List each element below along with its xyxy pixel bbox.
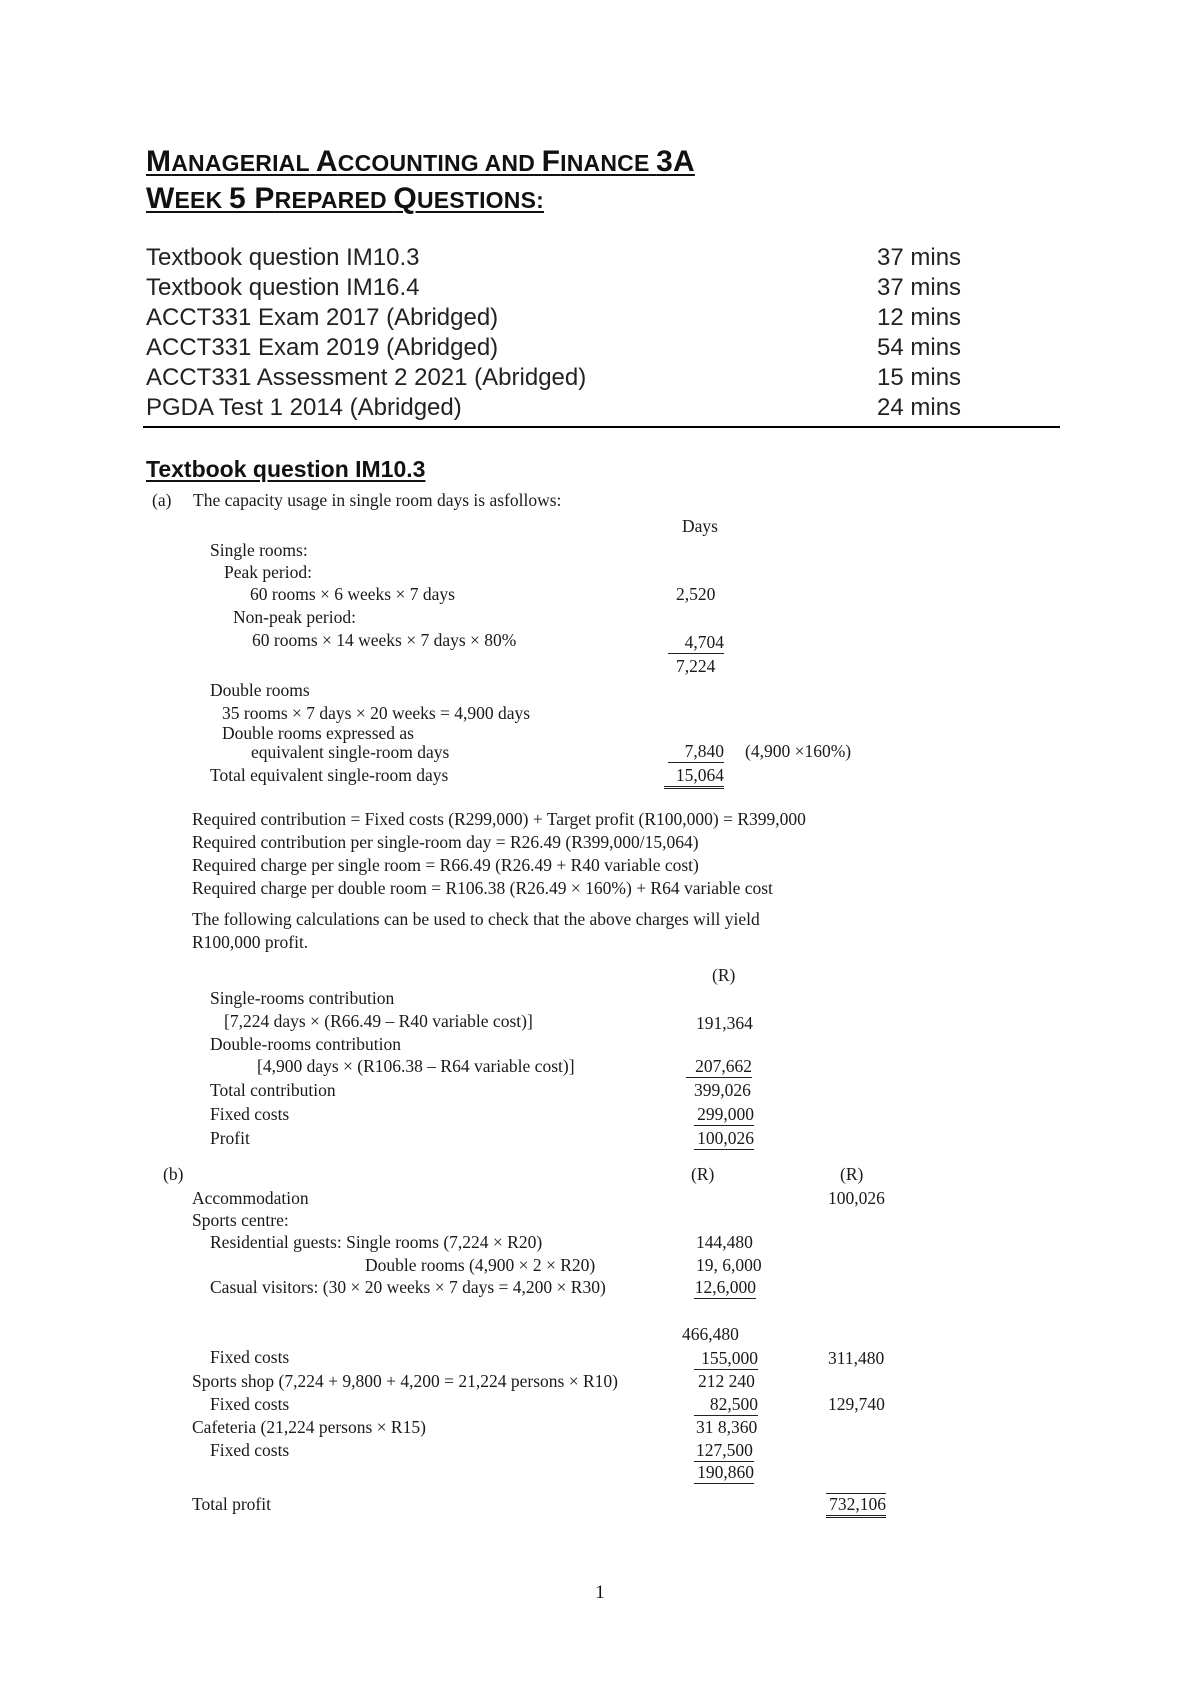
double-contribution-label: Double-rooms contribution xyxy=(210,1034,402,1054)
r-column-header-1: (R) xyxy=(691,1164,715,1184)
schedule-time: 37 mins xyxy=(877,244,962,271)
double-equivalent-label: equivalent single-room days xyxy=(251,742,450,762)
fixed-costs-value: 299,000 xyxy=(694,1104,754,1126)
single-total: 7,224 xyxy=(676,656,716,676)
shop-net-value: 129,740 xyxy=(828,1394,885,1414)
double-value: 7,840 xyxy=(668,741,724,763)
nonpeak-period-label: Non-peak period: xyxy=(233,607,356,627)
double-rooms-sports-value: 19, 6,000 xyxy=(696,1255,762,1275)
part-b-label: (b) xyxy=(163,1164,184,1184)
part-a-label: (a) xyxy=(152,490,172,510)
schedule-time: 12 mins xyxy=(877,304,962,331)
schedule-item: ACCT331 Assessment 2 2021 (Abridged) xyxy=(146,364,587,391)
single-rooms-label: Single rooms: xyxy=(210,540,308,560)
peak-value: 2,520 xyxy=(676,584,716,604)
peak-calc: 60 rooms × 6 weeks × 7 days xyxy=(250,584,455,604)
residential-guests-label: Residential guests: Single rooms (7,224 × R20) xyxy=(210,1232,543,1252)
page-number: 1 xyxy=(595,1582,605,1603)
sports-subtotal: 466,480 xyxy=(682,1324,739,1344)
check-text-line2: R100,000 profit. xyxy=(192,932,309,952)
cafeteria-value: 31 8,360 xyxy=(696,1417,758,1437)
sports-net-value: 311,480 xyxy=(828,1348,885,1368)
document-title-line2: WEEK 5 PREPARED QUESTIONS: xyxy=(146,182,544,215)
double-rooms-sports-label: Double rooms (4,900 × 2 × R20) xyxy=(365,1255,596,1275)
total-contribution-label: Total contribution xyxy=(210,1080,336,1100)
required-charge-single: Required charge per single room = R66.49 (R26.49 + R40 variable cost) xyxy=(192,855,699,875)
total-equivalent-value: 15,064 xyxy=(664,765,724,789)
r-column-header: (R) xyxy=(712,965,736,985)
double-contribution-value: 207,662 xyxy=(686,1056,752,1078)
required-contribution-per-day: Required contribution per single-room day = R26.49 (R399,000/15,064) xyxy=(192,832,699,852)
fixed-costs-label: Fixed costs xyxy=(210,1104,290,1124)
r-column-header-2: (R) xyxy=(840,1164,864,1184)
schedule-time: 37 mins xyxy=(877,274,962,301)
double-expressed-label: Double rooms expressed as xyxy=(222,723,414,743)
cafeteria-net-value: 190,860 xyxy=(694,1461,754,1484)
nonpeak-value: 4,704 xyxy=(668,632,724,654)
days-header: Days xyxy=(682,516,718,536)
single-contribution-calc: [7,224 days × (R66.49 – R40 variable cost)] xyxy=(224,1011,533,1031)
sports-shop-label: Sports shop (7,224 + 9,800 + 4,200 = 21,224 persons × R10) xyxy=(192,1371,618,1391)
peak-period-label: Peak period: xyxy=(224,562,312,582)
required-charge-double: Required charge per double room = R106.38 (R26.49 × 160%) + R64 variable cost xyxy=(192,878,773,898)
residential-guests-value: 144,480 xyxy=(696,1232,753,1252)
profit-value: 100,026 xyxy=(694,1128,754,1150)
cafeteria-label: Cafeteria (21,224 persons × R15) xyxy=(192,1417,426,1437)
required-contribution: Required contribution = Fixed costs (R299,000) + Target profit (R100,000) = R399,000 xyxy=(192,809,806,829)
document-title-line1: MANAGERIAL ACCOUNTING AND FINANCE 3A xyxy=(146,145,695,178)
accommodation-value: 100,026 xyxy=(828,1188,885,1208)
total-contribution-value: 399,026 xyxy=(694,1080,751,1100)
schedule-item: Textbook question IM16.4 xyxy=(146,274,420,301)
single-contribution-value: 191,364 xyxy=(696,1013,753,1033)
profit-label: Profit xyxy=(210,1128,250,1148)
total-profit-label: Total profit xyxy=(192,1494,271,1514)
single-contribution-label: Single-rooms contribution xyxy=(210,988,395,1008)
total-profit-value: 732,106 xyxy=(826,1493,886,1518)
check-text-line1: The following calculations can be used to check that the above charges will yield xyxy=(192,909,760,929)
schedule-item: ACCT331 Exam 2019 (Abridged) xyxy=(146,334,499,361)
casual-visitors-value: 12,6,000 xyxy=(694,1277,756,1297)
sports-shop-value: 212 240 xyxy=(698,1371,755,1391)
sports-fixed-costs-value: 155,000 xyxy=(694,1348,758,1370)
double-calc: 35 rooms × 7 days × 20 weeks = 4,900 days xyxy=(222,703,531,723)
cafeteria-fixed-costs-value: 127,500 xyxy=(696,1440,753,1460)
double-rooms-label: Double rooms xyxy=(210,680,310,700)
cafeteria-fixed-costs-label: Fixed costs xyxy=(210,1440,290,1460)
accommodation-label: Accommodation xyxy=(192,1188,309,1208)
double-note: (4,900 ×160%) xyxy=(745,741,852,761)
schedule-item: PGDA Test 1 2014 (Abridged) xyxy=(146,394,462,421)
schedule-item: ACCT331 Exam 2017 (Abridged) xyxy=(146,304,499,331)
schedule-time: 24 mins xyxy=(877,394,962,421)
shop-fixed-costs-value: 82,500 xyxy=(694,1394,758,1416)
shop-fixed-costs-label: Fixed costs xyxy=(210,1394,290,1414)
nonpeak-calc: 60 rooms × 14 weeks × 7 days × 80% xyxy=(252,630,517,650)
schedule-time: 54 mins xyxy=(877,334,962,361)
sports-fixed-costs-label: Fixed costs xyxy=(210,1347,290,1367)
sports-centre-label: Sports centre: xyxy=(192,1210,289,1230)
schedule-item: Textbook question IM10.3 xyxy=(146,244,420,271)
double-contribution-calc: [4,900 days × (R106.38 – R64 variable cost)] xyxy=(257,1056,575,1076)
divider-rule xyxy=(143,426,1060,428)
total-equivalent-label: Total equivalent single-room days xyxy=(210,765,449,785)
part-a-intro: The capacity usage in single room days is asfollows: xyxy=(193,490,562,510)
section-title: Textbook question IM10.3 xyxy=(146,456,426,482)
casual-visitors-label: Casual visitors: (30 × 20 weeks × 7 days = 4,200 × R30) xyxy=(210,1277,606,1297)
schedule-time: 15 mins xyxy=(877,364,962,391)
